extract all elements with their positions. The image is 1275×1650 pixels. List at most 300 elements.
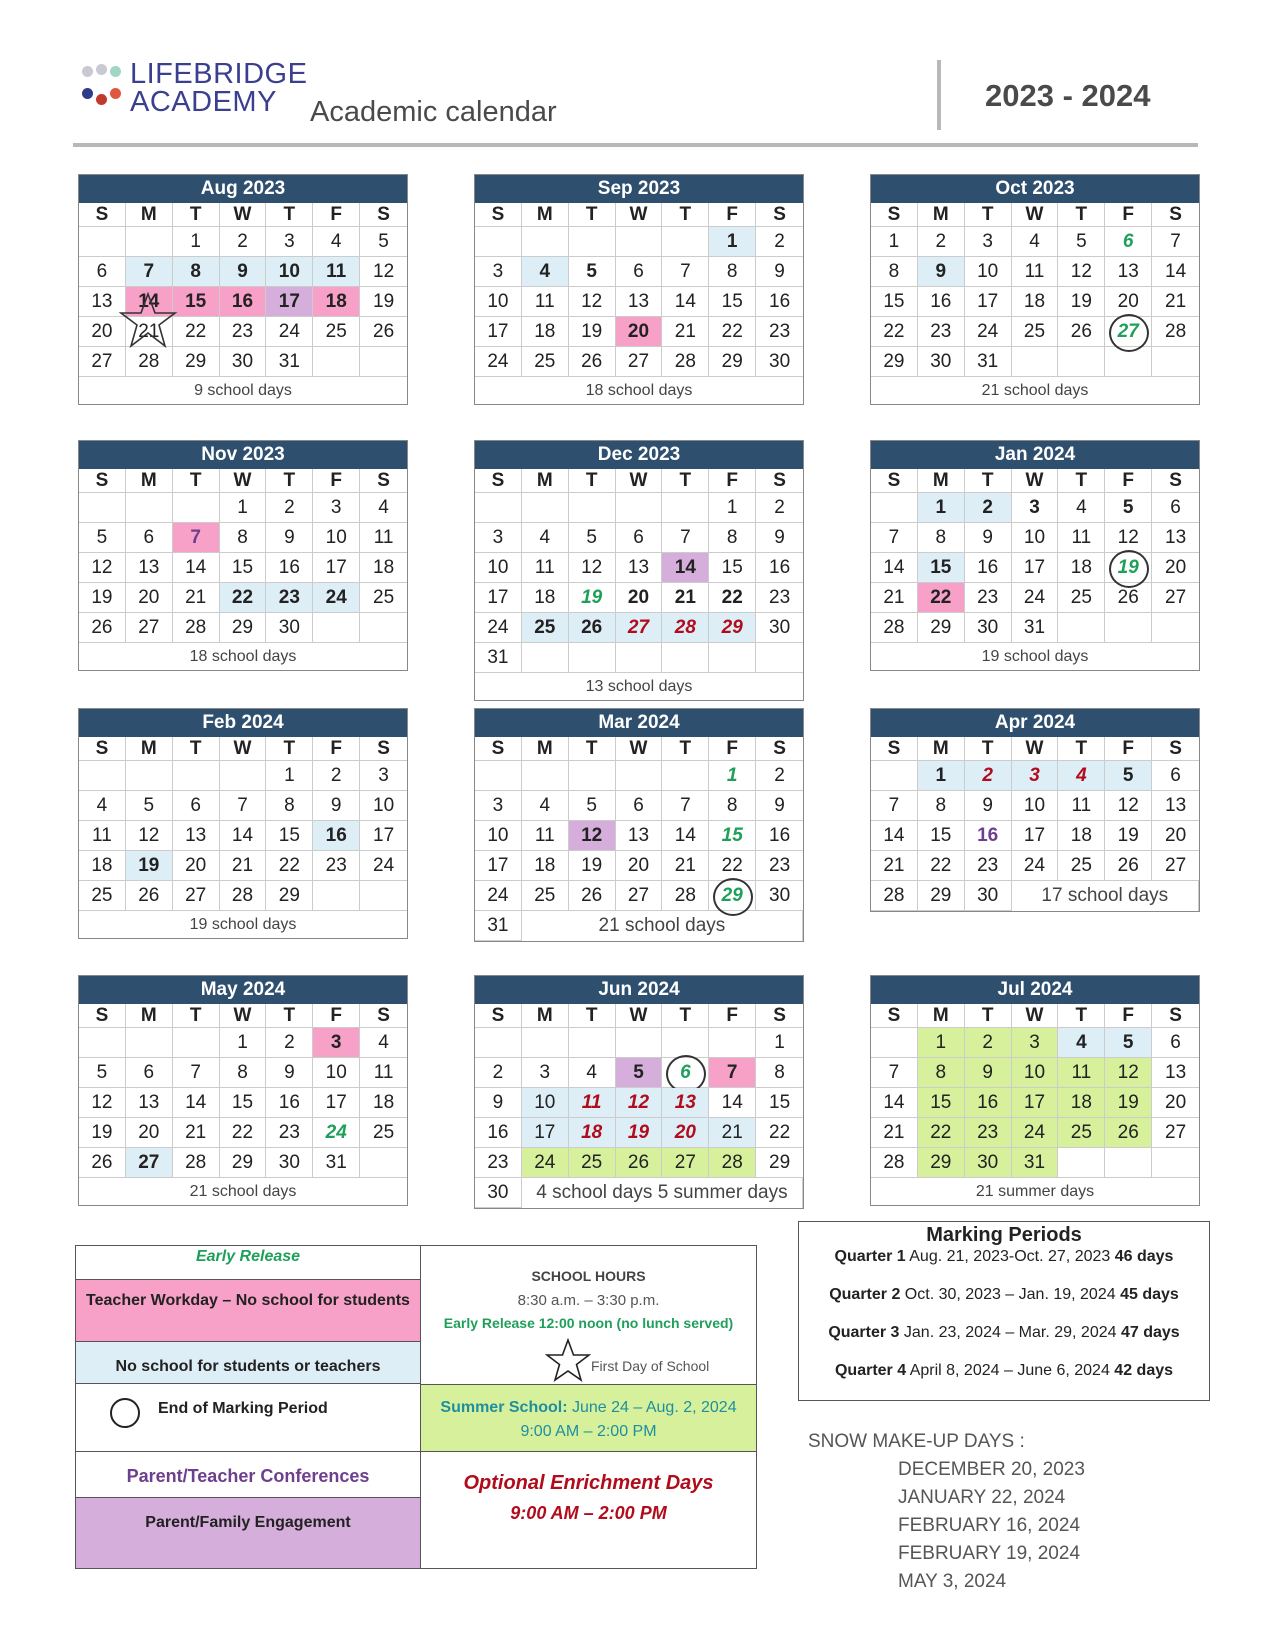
empty-cell (569, 227, 616, 257)
weekday-header: S (871, 737, 918, 761)
day-cell: 9 (313, 791, 360, 821)
day-cell: 19 (360, 287, 407, 317)
day-cell: 8 (220, 523, 267, 553)
weekday-header: M (522, 203, 569, 227)
day-cell: 18 (569, 1118, 616, 1148)
day-cell: 24 (360, 851, 407, 881)
legend-enrichment (421, 1452, 756, 1568)
legend-teacher-workday (76, 1280, 421, 1342)
day-cell: 25 (522, 347, 569, 377)
day-cell: 8 (220, 1058, 267, 1088)
day-cell: 21 (709, 1118, 756, 1148)
day-cell: 24 (1012, 851, 1059, 881)
quarter-dates: Jan. 23, 2024 – Mar. 29, 2024 (903, 1324, 1117, 1341)
snow-date: DECEMBER 20, 2023 (898, 1459, 1085, 1480)
day-cell: 28 (709, 1148, 756, 1178)
day-cell: 3 (313, 493, 360, 523)
month-calendar (474, 708, 804, 942)
weekday-header: W (1012, 737, 1059, 761)
weekday-header: T (1058, 1004, 1105, 1028)
day-cell: 6 (616, 791, 663, 821)
weekday-header: F (1105, 203, 1152, 227)
weekday-header: S (871, 469, 918, 493)
day-cell: 7 (220, 791, 267, 821)
day-cell: 7 (662, 523, 709, 553)
quarter-label: Quarter 2 (829, 1286, 901, 1303)
empty-cell (475, 1028, 522, 1058)
day-cell: 19 (79, 1118, 126, 1148)
day-cell: 18 (1058, 1088, 1105, 1118)
month-footer: 21 school days (522, 911, 803, 941)
day-cell: 19 (616, 1118, 663, 1148)
weekday-header: W (220, 203, 267, 227)
empty-cell (1105, 347, 1152, 377)
day-cell: 26 (360, 317, 407, 347)
day-cell: 23 (266, 583, 313, 613)
day-cell: 4 (522, 791, 569, 821)
day-cell: 27 (126, 613, 173, 643)
day-cell: 9 (475, 1088, 522, 1118)
day-cell: 13 (616, 821, 663, 851)
day-cell: 7 (173, 1058, 220, 1088)
day-cell: 5 (1105, 761, 1152, 791)
logo-line1: LIFEBRIDGE (130, 58, 308, 90)
day-cell: 15 (220, 553, 267, 583)
empty-cell (871, 493, 918, 523)
month-days-grid (79, 203, 407, 377)
day-cell: 7 (173, 523, 220, 553)
day-cell: 28 (662, 613, 709, 643)
weekday-header: T (1058, 737, 1105, 761)
day-cell: 24 (313, 583, 360, 613)
weekday-header: S (360, 1004, 407, 1028)
day-cell: 20 (616, 317, 663, 347)
day-cell: 22 (173, 317, 220, 347)
day-cell: 26 (569, 613, 616, 643)
empty-cell (662, 761, 709, 791)
month-title: May 2024 (79, 976, 407, 1004)
weekday-header: S (871, 203, 918, 227)
day-cell: 8 (709, 523, 756, 553)
legend (75, 1245, 757, 1569)
empty-cell (475, 761, 522, 791)
day-cell: 19 (1105, 1088, 1152, 1118)
day-cell: 3 (313, 1028, 360, 1058)
day-cell: 2 (965, 761, 1012, 791)
day-cell: 24 (266, 317, 313, 347)
day-cell: 7 (709, 1058, 756, 1088)
day-cell: 13 (1105, 257, 1152, 287)
weekday-header: S (79, 1004, 126, 1028)
day-cell: 19 (1058, 287, 1105, 317)
empty-cell (79, 493, 126, 523)
day-cell: 11 (360, 1058, 407, 1088)
day-cell: 17 (313, 553, 360, 583)
day-cell: 21 (871, 583, 918, 613)
month-title: Sep 2023 (475, 175, 803, 203)
day-cell: 3 (475, 523, 522, 553)
quarter-dates: Aug. 21, 2023-Oct. 27, 2023 (909, 1248, 1111, 1265)
day-cell: 6 (1152, 1028, 1199, 1058)
day-cell: 14 (173, 553, 220, 583)
day-cell: 11 (1058, 523, 1105, 553)
day-cell: 28 (220, 881, 267, 911)
day-cell: 4 (1012, 227, 1059, 257)
month-footer: 19 school days (189, 916, 297, 933)
day-cell: 2 (475, 1058, 522, 1088)
day-cell: 22 (220, 1118, 267, 1148)
summer-school-label: Summer School: (440, 1399, 568, 1416)
weekday-header: F (313, 1004, 360, 1028)
header-divider (937, 60, 941, 130)
empty-cell (126, 493, 173, 523)
day-cell: 1 (871, 227, 918, 257)
month-footer: 18 school days (585, 382, 693, 399)
day-cell: 14 (126, 287, 173, 317)
day-cell: 28 (662, 347, 709, 377)
day-cell: 18 (522, 851, 569, 881)
legend-no-school-label: No school for students or teachers (115, 1358, 381, 1375)
weekday-header: S (79, 737, 126, 761)
day-cell: 24 (1012, 1118, 1059, 1148)
day-cell: 4 (1058, 1028, 1105, 1058)
weekday-header: F (1105, 1004, 1152, 1028)
day-cell: 5 (1105, 1028, 1152, 1058)
day-cell: 25 (1058, 1118, 1105, 1148)
day-cell: 25 (522, 613, 569, 643)
day-cell: 19 (1105, 553, 1152, 583)
day-cell: 23 (475, 1148, 522, 1178)
day-cell: 12 (1105, 523, 1152, 553)
empty-cell (360, 347, 407, 377)
day-cell: 6 (1152, 761, 1199, 791)
day-cell: 10 (1012, 791, 1059, 821)
legend-end-marking-label: End of Marking Period (158, 1400, 328, 1417)
empty-cell (313, 347, 360, 377)
day-cell: 15 (220, 1088, 267, 1118)
legend-summer-school (421, 1384, 756, 1452)
day-cell: 3 (1012, 493, 1059, 523)
empty-cell (616, 1028, 663, 1058)
day-cell: 11 (522, 287, 569, 317)
day-cell: 7 (662, 257, 709, 287)
quarter-label: Quarter 1 (834, 1248, 906, 1265)
month-title: Oct 2023 (871, 175, 1199, 203)
day-cell: 26 (616, 1148, 663, 1178)
day-cell: 27 (1152, 851, 1199, 881)
day-cell: 17 (1012, 553, 1059, 583)
day-cell: 22 (709, 583, 756, 613)
weekday-header: T (662, 469, 709, 493)
weekday-header: T (662, 203, 709, 227)
day-cell: 27 (1152, 1118, 1199, 1148)
month-footer: 21 school days (981, 382, 1089, 399)
quarter-days: 42 days (1114, 1362, 1174, 1379)
day-cell: 21 (126, 317, 173, 347)
day-cell: 17 (266, 287, 313, 317)
weekday-header: F (709, 737, 756, 761)
day-cell: 1 (918, 1028, 965, 1058)
empty-cell (662, 1028, 709, 1058)
day-cell: 3 (1012, 761, 1059, 791)
month-days-grid (871, 203, 1199, 377)
day-cell: 27 (1105, 317, 1152, 347)
day-cell: 23 (220, 317, 267, 347)
empty-cell (475, 227, 522, 257)
day-cell: 30 (918, 347, 965, 377)
day-cell: 8 (918, 523, 965, 553)
day-cell: 18 (313, 287, 360, 317)
weekday-header: F (313, 203, 360, 227)
day-cell: 21 (662, 583, 709, 613)
quarter-days: 46 days (1114, 1248, 1174, 1265)
empty-cell (709, 1028, 756, 1058)
weekday-header: S (360, 203, 407, 227)
day-cell: 25 (569, 1148, 616, 1178)
day-cell: 13 (662, 1088, 709, 1118)
snow-title: SNOW MAKE-UP DAYS : (808, 1431, 1025, 1452)
empty-cell (79, 1028, 126, 1058)
snow-date: FEBRUARY 19, 2024 (898, 1543, 1081, 1564)
empty-cell (616, 227, 663, 257)
quarter-label: Quarter 3 (828, 1324, 900, 1341)
day-cell: 15 (871, 287, 918, 317)
day-cell: 19 (79, 583, 126, 613)
day-cell: 16 (220, 287, 267, 317)
weekday-header: T (569, 1004, 616, 1028)
month-days-grid (475, 469, 803, 673)
day-cell: 10 (313, 1058, 360, 1088)
day-cell: 4 (1058, 493, 1105, 523)
logo-people-icon (80, 64, 126, 114)
empty-cell (1105, 613, 1152, 643)
day-cell: 2 (313, 761, 360, 791)
day-cell: 10 (475, 287, 522, 317)
day-cell: 26 (79, 613, 126, 643)
day-cell: 12 (79, 1088, 126, 1118)
day-cell: 10 (360, 791, 407, 821)
day-cell: 8 (709, 791, 756, 821)
day-cell: 23 (756, 317, 803, 347)
legend-no-school (76, 1342, 421, 1384)
day-cell: 30 (756, 881, 803, 911)
quarter-days: 47 days (1120, 1324, 1180, 1341)
day-cell: 13 (79, 287, 126, 317)
day-cell: 21 (173, 1118, 220, 1148)
weekday-header: S (871, 1004, 918, 1028)
month-calendar (870, 440, 1200, 671)
day-cell: 26 (1105, 583, 1152, 613)
weekday-header: T (266, 737, 313, 761)
weekday-header: T (173, 469, 220, 493)
day-cell: 6 (126, 1058, 173, 1088)
weekday-header: T (569, 469, 616, 493)
weekday-header: T (569, 203, 616, 227)
day-cell: 21 (220, 851, 267, 881)
month-calendar (78, 975, 408, 1206)
day-cell: 20 (79, 317, 126, 347)
legend-family-engagement (76, 1498, 421, 1568)
weekday-header: W (1012, 469, 1059, 493)
day-cell: 1 (709, 227, 756, 257)
month-days-grid (475, 737, 803, 941)
month-footer: 18 school days (189, 648, 297, 665)
weekday-header: F (709, 1004, 756, 1028)
day-cell: 5 (360, 227, 407, 257)
day-cell: 13 (173, 821, 220, 851)
empty-cell (360, 613, 407, 643)
weekday-header: T (173, 1004, 220, 1028)
month-footer: 13 school days (585, 678, 693, 695)
day-cell: 11 (1058, 791, 1105, 821)
day-cell: 14 (173, 1088, 220, 1118)
day-cell: 28 (871, 613, 918, 643)
enrichment-hours: 9:00 AM – 2:00 PM (510, 1503, 667, 1523)
day-cell: 8 (173, 257, 220, 287)
day-cell: 11 (522, 821, 569, 851)
day-cell: 22 (709, 851, 756, 881)
weekday-header: W (616, 203, 663, 227)
weekday-header: T (266, 1004, 313, 1028)
day-cell: 30 (266, 613, 313, 643)
day-cell: 14 (662, 287, 709, 317)
month-title: Aug 2023 (79, 175, 407, 203)
day-cell: 9 (965, 1058, 1012, 1088)
day-cell: 2 (756, 761, 803, 791)
weekday-header: T (965, 737, 1012, 761)
day-cell: 16 (266, 553, 313, 583)
summer-school-dates: June 24 – Aug. 2, 2024 (572, 1399, 737, 1416)
day-cell: 17 (360, 821, 407, 851)
month-title: Jun 2024 (475, 976, 803, 1004)
day-cell: 3 (522, 1058, 569, 1088)
day-cell: 29 (220, 1148, 267, 1178)
day-cell: 1 (709, 761, 756, 791)
day-cell: 10 (266, 257, 313, 287)
day-cell: 1 (918, 761, 965, 791)
day-cell: 2 (756, 493, 803, 523)
day-cell: 8 (709, 257, 756, 287)
weekday-header: W (616, 1004, 663, 1028)
day-cell: 13 (126, 1088, 173, 1118)
day-cell: 31 (1012, 1148, 1059, 1178)
legend-school-hours (421, 1246, 756, 1384)
day-cell: 15 (918, 1088, 965, 1118)
month-calendar (78, 440, 408, 671)
day-cell: 20 (1105, 287, 1152, 317)
day-cell: 16 (313, 821, 360, 851)
day-cell: 19 (569, 583, 616, 613)
day-cell: 27 (79, 347, 126, 377)
day-cell: 15 (709, 287, 756, 317)
day-cell: 26 (1058, 317, 1105, 347)
day-cell: 15 (756, 1088, 803, 1118)
month-footer: 19 school days (981, 648, 1089, 665)
weekday-header: W (1012, 203, 1059, 227)
day-cell: 11 (360, 523, 407, 553)
empty-cell (522, 227, 569, 257)
empty-cell (616, 643, 663, 673)
weekday-header: M (126, 203, 173, 227)
weekday-header: S (1152, 737, 1199, 761)
weekday-header: M (918, 203, 965, 227)
weekday-header: S (475, 1004, 522, 1028)
empty-cell (616, 761, 663, 791)
day-cell: 30 (965, 1148, 1012, 1178)
day-cell: 18 (79, 851, 126, 881)
empty-cell (173, 1028, 220, 1058)
empty-cell (522, 493, 569, 523)
day-cell: 20 (616, 583, 663, 613)
day-cell: 17 (965, 287, 1012, 317)
day-cell: 22 (220, 583, 267, 613)
weekday-header: T (266, 469, 313, 493)
empty-cell (871, 1028, 918, 1058)
day-cell: 29 (709, 881, 756, 911)
day-cell: 27 (616, 613, 663, 643)
day-cell: 28 (126, 347, 173, 377)
weekday-header: M (126, 1004, 173, 1028)
day-cell: 5 (126, 791, 173, 821)
day-cell: 16 (756, 287, 803, 317)
day-cell: 2 (266, 493, 313, 523)
page-subtitle: Academic calendar (310, 96, 557, 128)
day-cell: 18 (522, 583, 569, 613)
circle-icon (110, 1398, 140, 1428)
day-cell: 14 (871, 821, 918, 851)
weekday-header: S (756, 1004, 803, 1028)
weekday-header: W (220, 469, 267, 493)
day-cell: 20 (662, 1118, 709, 1148)
day-cell: 12 (126, 821, 173, 851)
weekday-header: T (1058, 469, 1105, 493)
day-cell: 29 (918, 613, 965, 643)
day-cell: 8 (266, 791, 313, 821)
empty-cell (616, 493, 663, 523)
weekday-header: M (126, 737, 173, 761)
weekday-header: W (1012, 1004, 1059, 1028)
day-cell: 23 (266, 1118, 313, 1148)
weekday-header: S (1152, 469, 1199, 493)
day-cell: 26 (126, 881, 173, 911)
day-cell: 9 (756, 523, 803, 553)
month-days-grid (871, 1004, 1199, 1178)
day-cell: 25 (1058, 851, 1105, 881)
star-icon (545, 1338, 591, 1384)
weekday-header: M (918, 469, 965, 493)
day-cell: 21 (662, 851, 709, 881)
school-year: 2023 - 2024 (985, 78, 1151, 113)
day-cell: 17 (1012, 1088, 1059, 1118)
month-days-grid (79, 737, 407, 911)
day-cell: 4 (569, 1058, 616, 1088)
empty-cell (313, 613, 360, 643)
day-cell: 4 (1058, 761, 1105, 791)
day-cell: 3 (360, 761, 407, 791)
day-cell: 28 (871, 1148, 918, 1178)
weekday-header: F (1105, 469, 1152, 493)
day-cell: 5 (569, 523, 616, 553)
day-cell: 16 (965, 1088, 1012, 1118)
day-cell: 15 (918, 821, 965, 851)
weekday-header: M (918, 737, 965, 761)
day-cell: 18 (1058, 821, 1105, 851)
day-cell: 17 (475, 583, 522, 613)
day-cell: 19 (126, 851, 173, 881)
day-cell: 14 (709, 1088, 756, 1118)
weekday-header: T (662, 737, 709, 761)
day-cell: 11 (569, 1088, 616, 1118)
